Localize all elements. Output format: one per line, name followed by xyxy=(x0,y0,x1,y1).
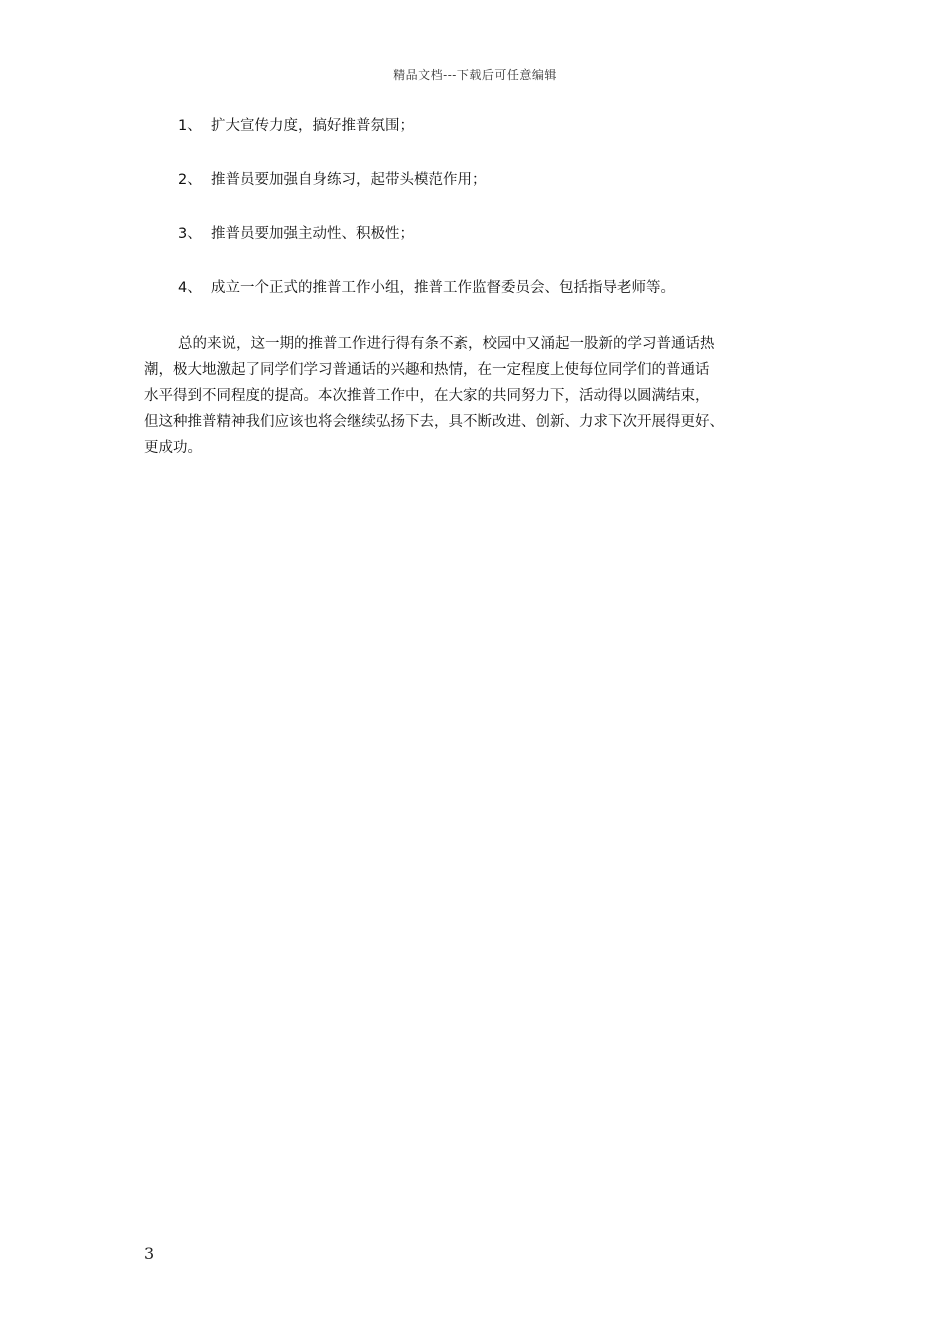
measures-list xyxy=(178,116,838,332)
list-item-text: 扩大宣传力度，搞好推普氛围； xyxy=(211,118,414,134)
list-item xyxy=(178,224,838,244)
list-item-text: 推普员要加强主动性、积极性； xyxy=(211,226,414,242)
summary-line: 潮，极大地激起了同学们学习普通话的兴趣和热情，在一定程度上使每位同学们的普通话 xyxy=(144,362,710,378)
summary-line: 更成功。 xyxy=(144,440,202,456)
summary-line: 但这种推普精神我们应该也将会继续弘扬下去，具不断改进、创新、力求下次开展得更好、 xyxy=(144,414,724,430)
list-item xyxy=(178,170,838,190)
list-item-text: 推普员要加强自身练习，起带头模范作用； xyxy=(211,172,487,188)
list-item-text: 成立一个正式的推普工作小组，推普工作监督委员会、包括指导老师等。 xyxy=(211,280,675,296)
page-number: 3 xyxy=(144,1244,155,1263)
list-item-number: 1、 xyxy=(178,118,202,134)
list-item xyxy=(178,278,838,298)
page-header: 精品文档---下载后可任意编辑 xyxy=(393,68,557,82)
list-item-number: 2、 xyxy=(178,172,202,188)
list-item-number: 4、 xyxy=(178,280,202,296)
list-item-number: 3、 xyxy=(178,226,202,242)
summary-line: 水平得到不同程度的提高。本次推普工作中，在大家的共同努力下，活动得以圆满结束， xyxy=(144,388,710,404)
summary-line: 总的来说，这一期的推普工作进行得有条不紊，校园中又涌起一股新的学习普通话热 xyxy=(178,336,715,352)
summary-paragraph xyxy=(144,331,814,461)
list-item xyxy=(178,116,838,136)
